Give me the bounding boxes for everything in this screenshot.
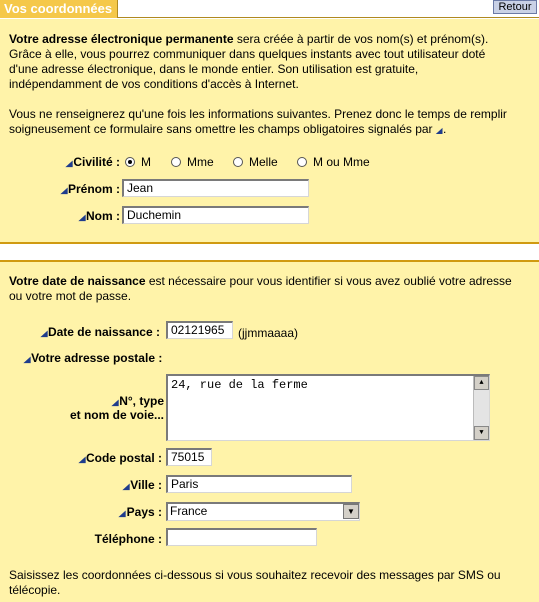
dob-field[interactable]: 02121965 bbox=[166, 321, 233, 339]
voie-label: ◢N°, type et nom de voie... bbox=[69, 394, 164, 422]
required-marker-icon: ◢ bbox=[23, 355, 31, 364]
prenom-label: ◢Prénom : bbox=[60, 182, 120, 196]
pays-label: ◢Pays : bbox=[119, 505, 162, 519]
intro-text: indépendamment de vos conditions d'accès à Internet. bbox=[9, 77, 299, 91]
radio-melle[interactable] bbox=[233, 155, 278, 169]
dob-intro-bold: Votre date de naissance bbox=[9, 274, 146, 288]
required-marker-icon: ◢ bbox=[78, 455, 86, 464]
required-marker-icon: ◢ bbox=[119, 509, 126, 518]
scroll-up-icon[interactable]: ▲ bbox=[474, 376, 489, 390]
textarea-scrollbar[interactable] bbox=[473, 376, 489, 440]
dob-format-hint: (jjmmaaaa) bbox=[238, 326, 299, 340]
pays-selected-value: France bbox=[170, 504, 208, 518]
sms-paragraph bbox=[9, 568, 529, 598]
adresse-postale-label: ◢Votre adresse postale : bbox=[23, 351, 163, 365]
telephone-label: Téléphone : bbox=[94, 532, 162, 546]
sms-text: télécopie. bbox=[9, 583, 61, 597]
tab-vos-coordonnees: Vos coordonnées bbox=[0, 0, 118, 18]
dob-label: ◢Date de naissance : bbox=[40, 325, 160, 339]
section-separator bbox=[0, 244, 539, 258]
dob-intro-text: ou votre mot de passe. bbox=[9, 289, 132, 303]
code-postal-field[interactable]: 75015 bbox=[166, 448, 212, 466]
radio-label: Melle bbox=[249, 155, 278, 169]
voie-textarea[interactable] bbox=[166, 374, 490, 441]
required-marker-icon: ◢ bbox=[435, 126, 443, 135]
radio-label: Mme bbox=[187, 155, 214, 169]
nom-label: ◢Nom : bbox=[78, 209, 120, 223]
required-marker-icon: ◢ bbox=[111, 398, 119, 407]
intro-text: Grâce à elle, vous pourrez communiquer dans quelques instants avec tout utilisateur doté bbox=[9, 47, 486, 61]
ville-field[interactable]: Paris bbox=[166, 475, 352, 493]
info-text: Vous ne renseignerez qu'une fois les informations suivantes. Prenez donc le temps de remplir bbox=[9, 107, 507, 121]
required-marker-icon: ◢ bbox=[65, 159, 73, 168]
ville-label: ◢Ville : bbox=[122, 478, 162, 492]
intro-paragraph bbox=[9, 32, 529, 92]
radio-m-ou-mme[interactable] bbox=[297, 155, 370, 169]
telephone-field[interactable] bbox=[166, 528, 317, 546]
radio-button-icon[interactable] bbox=[233, 157, 243, 167]
radio-button-icon[interactable] bbox=[171, 157, 181, 167]
radio-label: M bbox=[141, 155, 151, 169]
retour-button[interactable]: Retour bbox=[493, 0, 537, 14]
info-text: soigneusement ce formulaire sans omettre les champs obligatoires signalés par bbox=[9, 122, 433, 136]
voie-value: 24, rue de la ferme bbox=[171, 378, 308, 392]
radio-mme[interactable] bbox=[171, 155, 214, 169]
radio-label: M ou Mme bbox=[313, 155, 370, 169]
required-marker-icon: ◢ bbox=[122, 482, 130, 491]
header-divider bbox=[118, 17, 539, 18]
nom-field[interactable]: Duchemin bbox=[122, 206, 309, 224]
intro-text: sera créée à partir de vos nom(s) et prénom(s). bbox=[233, 32, 489, 46]
prenom-field[interactable]: Jean bbox=[122, 179, 309, 197]
sms-text: Saisissez les coordonnées ci-dessous si vous souhaitez recevoir des messages par SMS ou bbox=[9, 568, 501, 582]
chevron-down-icon[interactable]: ▼ bbox=[343, 504, 359, 519]
pays-select[interactable] bbox=[166, 502, 360, 521]
info-paragraph: Vous ne renseignerez qu'une fois les informations suivantes. Prenez donc le temps de remplir soigneusement ce formulaire sans omettre les champs obligatoires signalés par ◢. bbox=[9, 107, 507, 136]
radio-m[interactable] bbox=[125, 155, 151, 169]
radio-button-icon[interactable] bbox=[125, 157, 135, 167]
required-marker-icon: ◢ bbox=[78, 213, 86, 222]
required-marker-icon: ◢ bbox=[60, 186, 68, 195]
radio-button-icon[interactable] bbox=[297, 157, 307, 167]
required-marker-icon: ◢ bbox=[40, 329, 48, 338]
dob-intro-text: est nécessaire pour vous identifier si vous avez oublié votre adresse bbox=[145, 274, 512, 288]
code-postal-label: ◢Code postal : bbox=[78, 451, 162, 465]
civilite-label: ◢Civilité : bbox=[65, 155, 120, 169]
dob-intro-paragraph bbox=[9, 274, 529, 304]
intro-bold: Votre adresse électronique permanente bbox=[9, 32, 234, 46]
scroll-down-icon[interactable]: ▼ bbox=[474, 426, 489, 440]
intro-text: d'une adresse électronique, dans le monde entier. Son utilisation est gratuite, bbox=[9, 62, 419, 76]
